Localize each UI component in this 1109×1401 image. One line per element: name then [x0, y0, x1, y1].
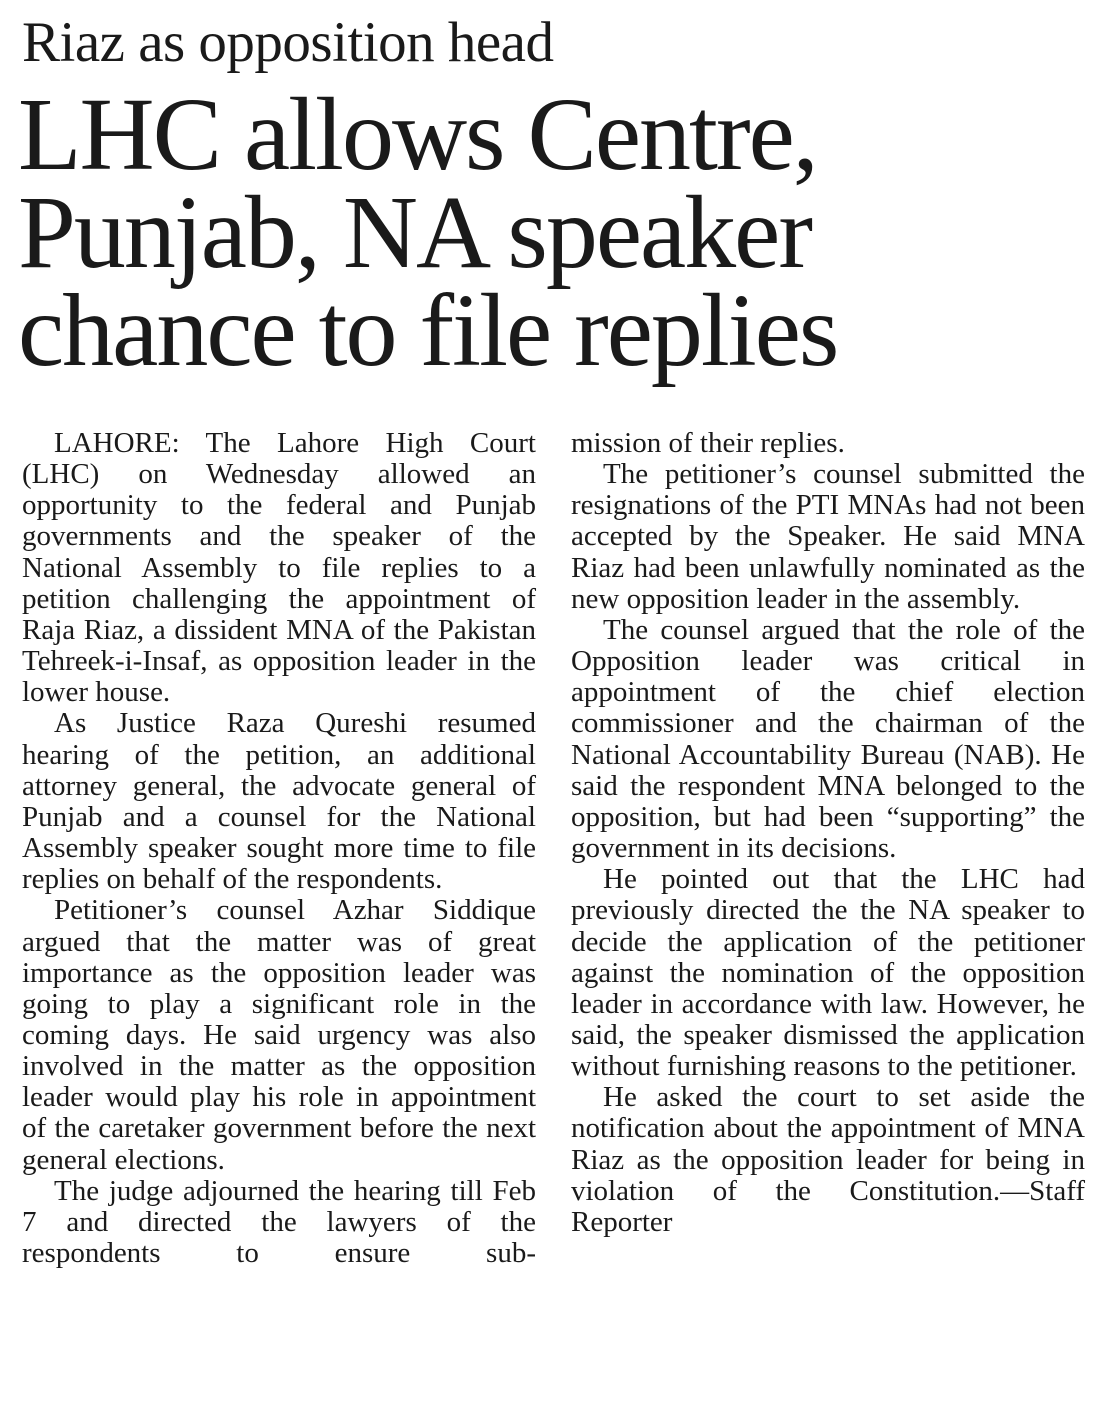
headline-line: chance to file replies: [18, 273, 838, 388]
paragraph-continuation: mission of their replies.: [571, 427, 845, 459]
headline: [18, 77, 1098, 388]
paragraph: LAHORE: The Lahore High Court (LHC) on Wednesday allowed an opportunity to the federal and Punjab governments and the speaker of the National Assembly to file replies to a petition challenging the appointment of Raja Riaz, a dissident MNA of the Pakistan Tehreek-i-Insaf, as opposition leader in the lower house.: [22, 427, 536, 709]
paragraph: Petitioner’s counsel Azhar Siddique argued that the matter was of great importance as the opposition leader was going to play a significant role in the coming days. He said urgency was also involved in the matter as the opposition leader would play his role in appointment of the caretaker government before the next general elections.: [22, 894, 536, 1176]
paragraph: As Justice Raza Qureshi resumed hearing of the petition, an additional attorney general, the advocate general of Punjab and a counsel for the National Assembly speaker sought more time to file replies on behalf of the respondents.: [22, 707, 536, 896]
kicker: Riaz as opposition head: [22, 11, 554, 74]
paragraph: The counsel argued that the role of the Opposition leader was critical in appointment of the chief election commissioner and the chairman of the National Accountability Bureau (NAB). He said the respondent MNA belonged to the opposition, but had been “supporting” the government in its decisions.: [571, 613, 1085, 865]
paragraph: He pointed out that the LHC had previously directed the the NA speaker to decide the application of the petitioner against the nomination of the opposition leader in accordance with law. However, he said, the speaker dismissed the application without furnishing reasons to the petitioner.: [571, 863, 1085, 1083]
paragraph: The judge adjourned the hearing till Feb 7 and directed the lawyers of the respondents to ensure sub-: [22, 1174, 536, 1270]
paragraph-byline: He asked the court to set aside the notification about the appointment of MNA Riaz as the opposition leader for being in violation of the Constitution.—Staff Reporter: [571, 1081, 1085, 1238]
body-column-right: [571, 428, 1085, 1238]
body-column-left: [22, 428, 536, 1269]
paragraph: The petitioner’s counsel submitted the resignations of the PTI MNAs had not been accepted by the Speaker. He said MNA Riaz had been unlawfully nominated as the new opposition leader in the assembly.: [571, 458, 1085, 615]
headline-line: Punjab, NA speaker: [18, 175, 811, 290]
headline-line: LHC allows Centre,: [18, 77, 817, 192]
